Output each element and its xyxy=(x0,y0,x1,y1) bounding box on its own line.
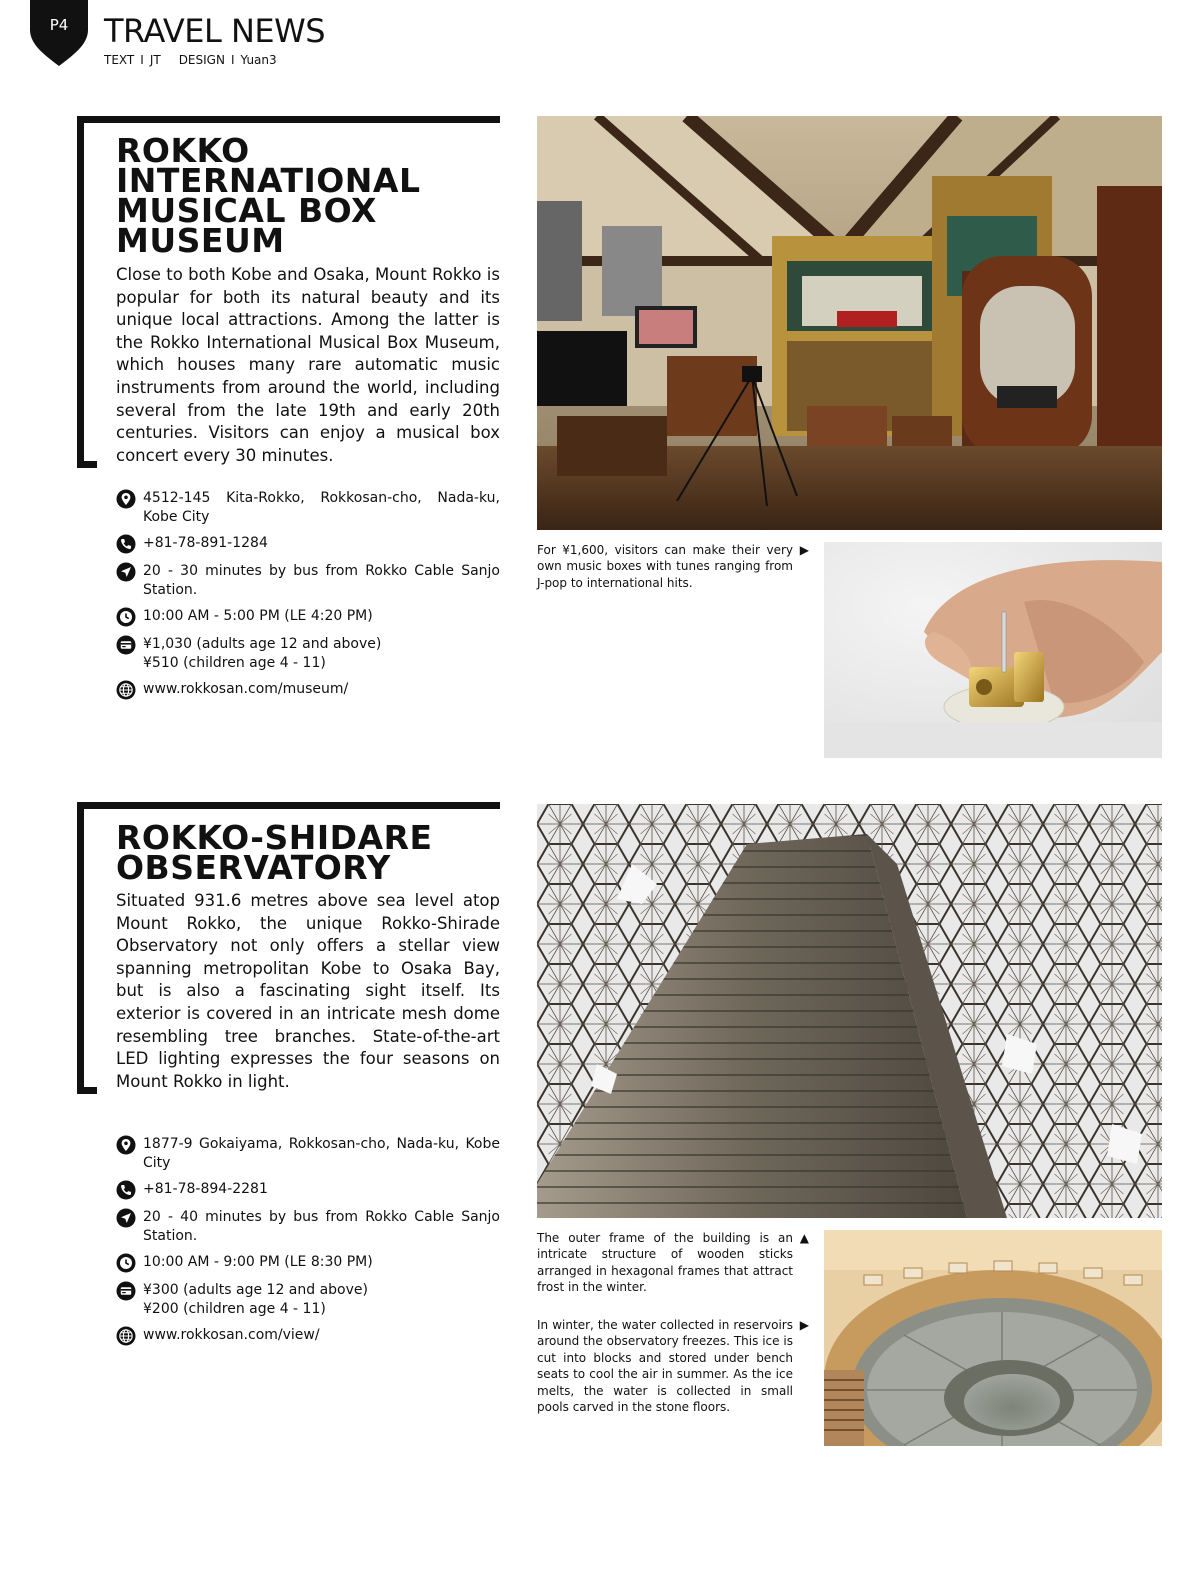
info-phone xyxy=(116,534,500,554)
info-fee xyxy=(116,635,500,672)
access-text: 20 - 40 minutes by bus from Rokko Cable Sanjo Station. xyxy=(143,1209,500,1244)
photo-caption xyxy=(537,1317,809,1415)
fee-text xyxy=(143,1281,500,1318)
credit-separator: I xyxy=(230,53,235,67)
text-credit-author: JT xyxy=(149,53,161,67)
info-access xyxy=(116,1208,500,1245)
title-line: MUSEUM xyxy=(116,221,285,260)
phone-text: +81-78-894-2281 xyxy=(143,1181,268,1197)
photo-caption xyxy=(537,542,809,591)
phone-icon xyxy=(116,1180,136,1200)
info-access xyxy=(116,562,500,599)
title-line: INTERNATIONAL xyxy=(116,161,421,200)
fee-child: ¥200 (children age 4 - 11) xyxy=(143,1300,326,1317)
text-credit-label: TEXT xyxy=(104,53,135,67)
photo-caption xyxy=(537,1230,809,1296)
phone-text: +81-78-891-1284 xyxy=(143,535,268,551)
clock-icon xyxy=(116,1253,136,1273)
map-pin-icon xyxy=(116,1135,136,1155)
page-number: P4 xyxy=(49,16,69,34)
article-body: Situated 931.6 metres above sea level atop Mount Rokko, the unique Rokko-Shirade Observatory not only offers a stellar view spanning metropolitan Kobe to Osaka Bay, but is also a fascinating sight itself. Its exterior is covered in an intricate mesh dome resembling tree branches. State-of-the-art LED lighting expresses the four seasons on Mount Rokko in light. xyxy=(116,891,500,1091)
hours-text: 10:00 AM - 5:00 PM (LE 4:20 PM) xyxy=(143,608,373,624)
design-credit-label: DESIGN xyxy=(178,53,225,67)
ice-pool-photo xyxy=(824,1230,1162,1446)
title-line: ROKKO xyxy=(116,131,250,170)
info-phone xyxy=(116,1180,500,1200)
info-hours xyxy=(116,607,500,627)
caption-arrow-icon: ▶ xyxy=(799,1318,809,1332)
website-link[interactable]: www.rokkosan.com/museum/ xyxy=(143,681,349,697)
info-address xyxy=(116,489,500,526)
info-list xyxy=(116,489,500,708)
info-hours xyxy=(116,1253,500,1273)
address-text: 4512-145 Kita-Rokko, Rokkosan-cho, Nada-ku, Kobe City xyxy=(143,490,500,525)
credits-line xyxy=(104,53,283,67)
info-address xyxy=(116,1135,500,1172)
info-fee xyxy=(116,1281,500,1318)
info-website xyxy=(116,680,500,700)
caption-text: For ¥1,600, visitors can make their very own music boxes with tunes ranging from J-pop to international hits. xyxy=(537,543,793,590)
caption-text: The outer frame of the building is an intricate structure of wooden sticks arranged in hexagonal frames that attract frost in the winter. xyxy=(537,1231,793,1295)
design-credit-author: Yuan3 xyxy=(240,53,277,67)
museum-interior-photo xyxy=(537,116,1162,530)
address-text: 1877-9 Gokaiyama, Rokkosan-cho, Nada-ku, Kobe City xyxy=(143,1136,500,1171)
title-line: MUSICAL BOX xyxy=(116,191,377,230)
article-body: Close to both Kobe and Osaka, Mount Rokko is popular for both its natural beauty and its unique local attractions. Among the latter is the Rokko International Musical Box Museum, which houses many rare automatic music instruments from around the world, including several from the late 19th and early 20th centuries. Visitors can enjoy a musical box concert every 30 minutes. xyxy=(116,265,500,465)
caption-text: In winter, the water collected in reservoirs around the observatory freezes. This ice is cut into blocks and stored under bench seats to cool the air in summer. As the ice melts, the water is collected in small pools carved in the stone floors. xyxy=(537,1318,793,1415)
ticket-icon xyxy=(116,635,136,655)
globe-icon xyxy=(116,1326,136,1346)
music-box-making-photo xyxy=(824,542,1162,758)
section-title: TRAVEL NEWS xyxy=(104,12,326,50)
observatory-tower-photo xyxy=(537,804,1162,1218)
caption-arrow-icon: ▶ xyxy=(799,543,809,557)
website-link[interactable]: www.rokkosan.com/view/ xyxy=(143,1327,320,1343)
hours-text: 10:00 AM - 9:00 PM (LE 8:30 PM) xyxy=(143,1254,373,1270)
info-list xyxy=(116,1135,500,1354)
ticket-icon xyxy=(116,1281,136,1301)
fee-text xyxy=(143,635,500,672)
fee-adult: ¥300 (adults age 12 and above) xyxy=(143,1282,368,1298)
navigation-arrow-icon xyxy=(116,562,136,582)
fee-child: ¥510 (children age 4 - 11) xyxy=(143,654,326,671)
clock-icon xyxy=(116,607,136,627)
fee-adult: ¥1,030 (adults age 12 and above) xyxy=(143,636,382,652)
article-title xyxy=(116,818,433,887)
navigation-arrow-icon xyxy=(116,1208,136,1228)
article-title xyxy=(116,131,421,260)
credit-separator: I xyxy=(140,53,144,67)
phone-icon xyxy=(116,534,136,554)
globe-icon xyxy=(116,680,136,700)
title-line: OBSERVATORY xyxy=(116,848,391,887)
title-line: ROKKO-SHIDARE xyxy=(116,818,433,857)
access-text: 20 - 30 minutes by bus from Rokko Cable Sanjo Station. xyxy=(143,563,500,598)
info-website xyxy=(116,1326,500,1346)
caption-arrow-up-icon: ▲ xyxy=(799,1231,809,1245)
map-pin-icon xyxy=(116,489,136,509)
